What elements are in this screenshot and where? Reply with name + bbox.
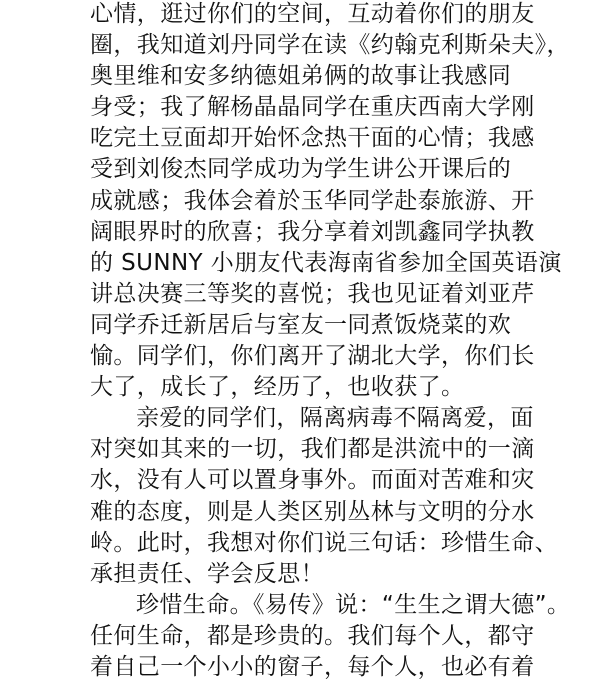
text-line: 承担责任、学会反思！ bbox=[90, 560, 324, 587]
text-line: 愉。同学们，你们离开了湖北大学，你们长 bbox=[90, 343, 535, 370]
text-line: 大了，成长了，经历了，也收获了。 bbox=[90, 374, 465, 401]
text-line: 任何生命，都是珍贵的。我们每个人，都守 bbox=[90, 622, 535, 649]
text-line: 成就感；我体会着於玉华同学赴泰旅游、开 bbox=[90, 187, 535, 214]
text-line: 同学乔迁新居后与室友一同煮饭烧菜的欢 bbox=[90, 311, 512, 338]
paragraph-start-line: 亲爱的同学们，隔离病毒不隔离爱，面 bbox=[136, 405, 534, 432]
text-line: 圈，我知道刘丹同学在读《约翰克利斯朵夫》， bbox=[90, 32, 570, 59]
text-line: 讲总决赛三等奖的喜悦；我也见证着刘亚芹 bbox=[90, 280, 535, 307]
text-line: 难的态度，则是人类区别丛林与文明的分水 bbox=[90, 498, 535, 525]
text-line: 阔眼界时的欣喜；我分享着刘凯鑫同学执教 bbox=[90, 218, 535, 245]
paragraph-start-line: 珍惜生命。《易传》说：“生生之谓大德”。 bbox=[136, 591, 571, 618]
text-line: 水，没有人可以置身事外。而面对苦难和灾 bbox=[90, 467, 535, 494]
text-line: 着自己一个小小的窗子，每个人，也必有着 bbox=[90, 653, 535, 680]
text-line: 受到刘俊杰同学成功为学生讲公开课后的 bbox=[90, 156, 512, 183]
text-line: 心情，逛过你们的空间，互动着你们的朋友 bbox=[90, 1, 535, 27]
text-line: 对突如其来的一切，我们都是洪流中的一滴 bbox=[90, 436, 535, 463]
body-text bbox=[90, 0, 571, 682]
text-line: 岭。此时，我想对你们说三句话：珍惜生命、 bbox=[90, 529, 558, 556]
text-line: 的 SUNNY 小朋友代表海南省参加全国英语演 bbox=[90, 249, 562, 276]
text-line: 吃完土豆面却开始怀念热干面的心情；我感 bbox=[90, 125, 535, 152]
text-line: 奥里维和安多纳德姐弟俩的故事让我感同 bbox=[90, 63, 512, 90]
text-line: 身受；我了解杨晶晶同学在重庆西南大学刚 bbox=[90, 94, 535, 121]
